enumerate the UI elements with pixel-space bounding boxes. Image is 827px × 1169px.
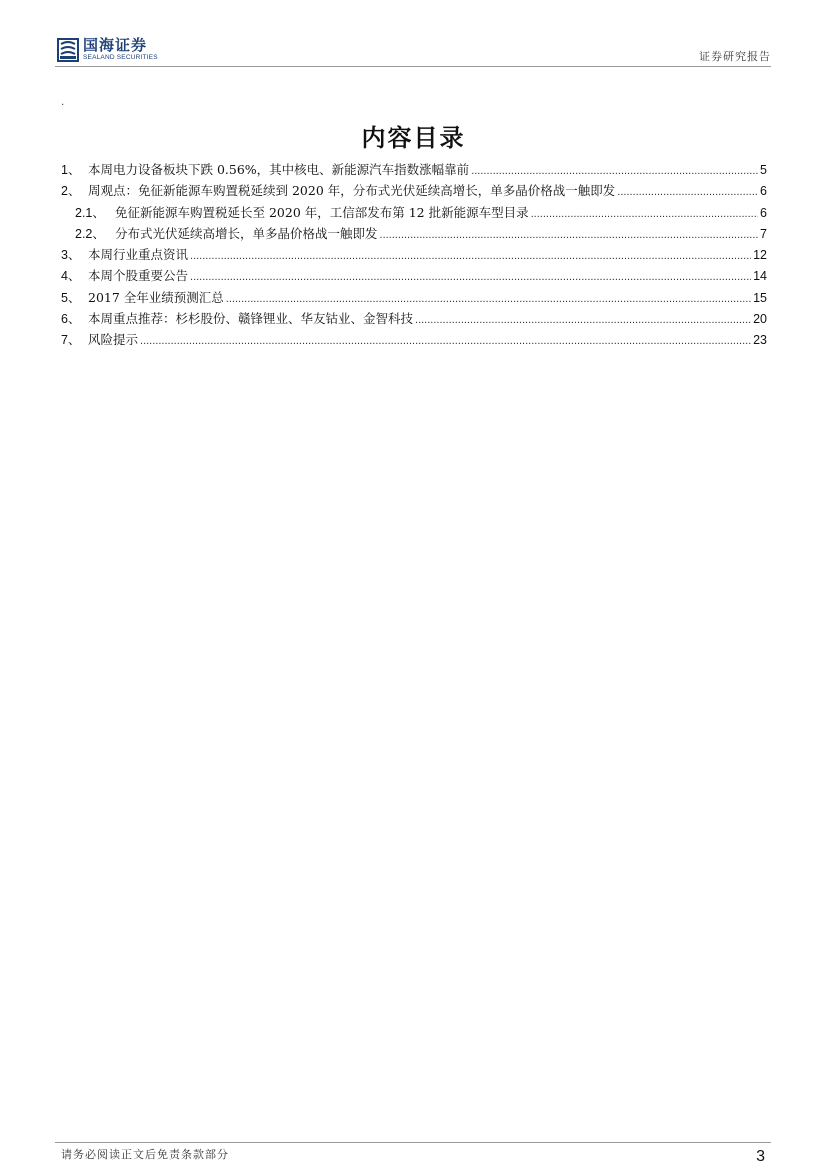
toc-entry-page: 5 xyxy=(760,163,767,177)
toc-entry-title: 周观点：免征新能源车购置税延续到 2020 年，分布式光伏延续高增长，单多晶价格战一触即发 xyxy=(88,183,616,199)
toc-entry-page: 7 xyxy=(760,226,767,241)
toc-entry-title: 2017 全年业绩预测汇总 xyxy=(88,289,224,305)
toc-entry-number: 1、 xyxy=(61,163,81,177)
dot-leader xyxy=(531,208,758,220)
toc-entry-number: 7、 xyxy=(61,333,81,348)
dot-leader xyxy=(617,186,758,198)
toc-entry-number: 3、 xyxy=(61,248,81,263)
dot-leader xyxy=(471,165,758,177)
toc-entry-page: 20 xyxy=(753,312,767,327)
toc-entry-title: 本周重点推荐：杉杉股份、赣锋锂业、华友钴业、金智科技 xyxy=(88,311,414,327)
toc-entry-title: 分布式光伏延续高增长，单多晶价格战一触即发 xyxy=(115,225,378,241)
toc-entry-number: 4、 xyxy=(61,269,81,284)
toc-entry[interactable] xyxy=(61,245,767,266)
toc-entry[interactable] xyxy=(61,181,767,202)
toc-entry-number: 6、 xyxy=(61,312,81,327)
page-header xyxy=(55,36,771,66)
dot-leader xyxy=(415,314,751,326)
dot-leader xyxy=(226,293,751,305)
footer-divider xyxy=(55,1142,771,1143)
disclaimer-note: 请务必阅读正文后免责条款部分 xyxy=(61,1148,229,1161)
toc-entry-page: 15 xyxy=(753,290,767,305)
toc-entry-title: 风险提示 xyxy=(88,332,139,348)
header-divider xyxy=(55,66,771,67)
toc-entry[interactable] xyxy=(61,309,767,330)
toc-entry-number: 2、 xyxy=(61,184,81,199)
toc-entry-title: 本周个股重要公告 xyxy=(88,268,189,284)
toc-entry[interactable] xyxy=(61,288,767,309)
toc-entry-page: 12 xyxy=(753,248,767,263)
toc-entry-page: 6 xyxy=(760,184,767,199)
toc-subentry[interactable] xyxy=(61,224,767,245)
report-type-label: 证券研究报告 xyxy=(699,50,771,63)
toc-title: 内容目录 xyxy=(361,124,466,152)
company-logo xyxy=(57,38,158,62)
logo-english-name: SEALAND SECURITIES xyxy=(83,54,158,61)
toc-entry[interactable] xyxy=(61,330,767,351)
toc-subentry[interactable] xyxy=(61,203,767,224)
dot-leader xyxy=(190,271,751,283)
toc-entry[interactable] xyxy=(61,160,767,181)
dot-leader xyxy=(140,335,751,347)
toc-entry-number: 2.2、 xyxy=(75,226,105,241)
sealand-logo-icon xyxy=(57,38,79,62)
toc-entry-number: 2.1、 xyxy=(75,205,105,220)
dot-leader xyxy=(380,229,759,241)
toc-entry-title: 免征新能源车购置税延长至 2020 年，工信部发布第 12 批新能源车型目录 xyxy=(115,204,529,220)
toc-entry-title: 本周行业重点资讯 xyxy=(88,247,189,263)
logo-chinese-name: 国海证券 xyxy=(83,36,148,54)
table-of-contents xyxy=(61,160,767,352)
page-number: 3 xyxy=(756,1148,765,1165)
toc-entry-page: 23 xyxy=(753,333,767,348)
toc-entry[interactable] xyxy=(61,266,767,287)
toc-entry-number: 5、 xyxy=(61,290,81,305)
page-marker: . xyxy=(61,97,65,108)
toc-entry-page: 6 xyxy=(760,205,767,220)
dot-leader xyxy=(190,250,751,262)
toc-entry-title: 本周电力设备板块下跌 0.56%，其中核电、新能源汽车指数涨幅靠前 xyxy=(88,162,470,177)
toc-entry-page: 14 xyxy=(753,269,767,284)
